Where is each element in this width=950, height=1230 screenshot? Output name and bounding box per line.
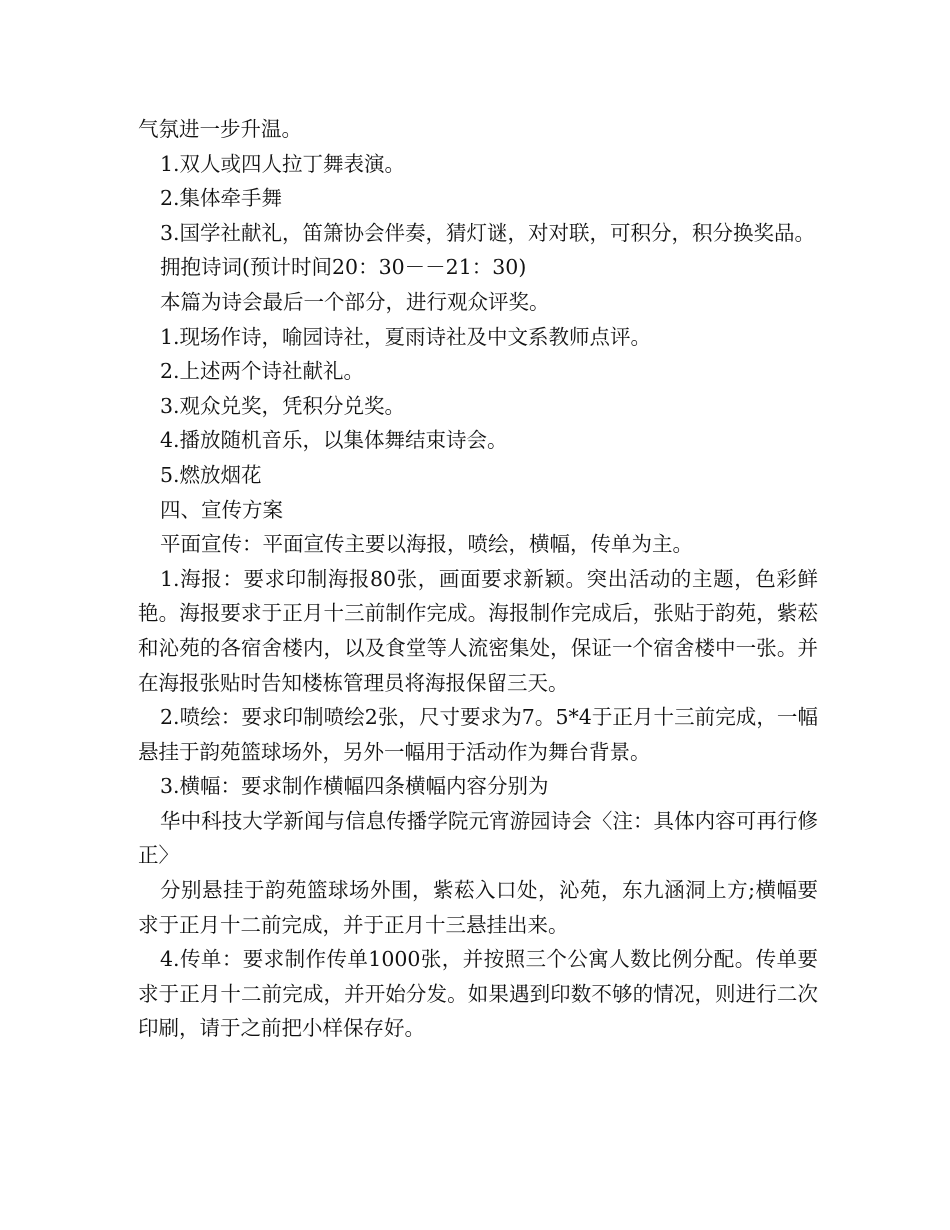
paragraph-6: 本篇为诗会最后一个部分，进行观众评奖。 (160, 289, 550, 314)
paragraph-16: 3.横幅：要求制作横幅四条横幅内容分别为 (160, 774, 549, 799)
paragraph-14: 1.海报：要求印制海报80张，画面要求新颖。突出活动的主题，色彩鲜艳。海报要求于正月十三前制作完成。海报制作完成后，张贴于韵苑，紫菘和沁苑的各宿舍楼内，以及食堂等人流密集处，保证一个宿舍楼中一张。并在海报张贴时告知楼栋管理员将海报保留三天。 (138, 566, 818, 695)
paragraph-4: 3.国学社献礼，笛箫协会伴奏，猜灯谜，对对联，可积分，积分换奖品。 (160, 220, 816, 245)
paragraph-5: 拥抱诗词(预计时间20：30－－21：30) (160, 255, 527, 280)
paragraph-9: 3.观众兑奖，凭积分兑奖。 (160, 393, 406, 418)
paragraph-19: 4.传单：要求制作传单1000张，并按照三个公寓人数比例分配。传单要求于正月十二前完成，并开始分发。如果遇到印数不够的情况，则进行二次印刷，请于之前把小样保存好。 (138, 947, 818, 1041)
paragraph-8: 2.上述两个诗社献礼。 (160, 359, 365, 384)
paragraph-13: 平面宣传：平面宣传主要以海报，喷绘，横幅，传单为主。 (160, 532, 693, 557)
paragraph-15: 2.喷绘：要求印制喷绘2张，尺寸要求为7。5*4于正月十三前完成，一幅悬挂于韵苑篮球场外，另外一幅用于活动作为舞台背景。 (138, 705, 818, 764)
paragraph-7: 1.现场作诗，喻园诗社，夏雨诗社及中文系教师点评。 (160, 324, 652, 349)
paragraph-17: 华中科技大学新闻与信息传播学院元宵游园诗会〈注：具体内容可再行修正〉 (138, 808, 818, 868)
paragraph-18: 分别悬挂于韵苑篮球场外围，紫菘入口处，沁苑，东九涵洞上方;横幅要求于正月十二前完成，并于正月十三悬挂出来。 (138, 878, 818, 937)
paragraph-2: 1.双人或四人拉丁舞表演。 (160, 151, 406, 176)
paragraph-11: 5.燃放烟花 (160, 462, 262, 487)
document-page (138, 112, 818, 1046)
section-heading: 四、宣传方案 (160, 497, 283, 522)
paragraph-10: 4.播放随机音乐，以集体舞结束诗会。 (160, 428, 508, 453)
paragraph-1: 气氛进一步升温。 (138, 117, 302, 141)
paragraph-3: 2.集体牵手舞 (160, 186, 283, 211)
